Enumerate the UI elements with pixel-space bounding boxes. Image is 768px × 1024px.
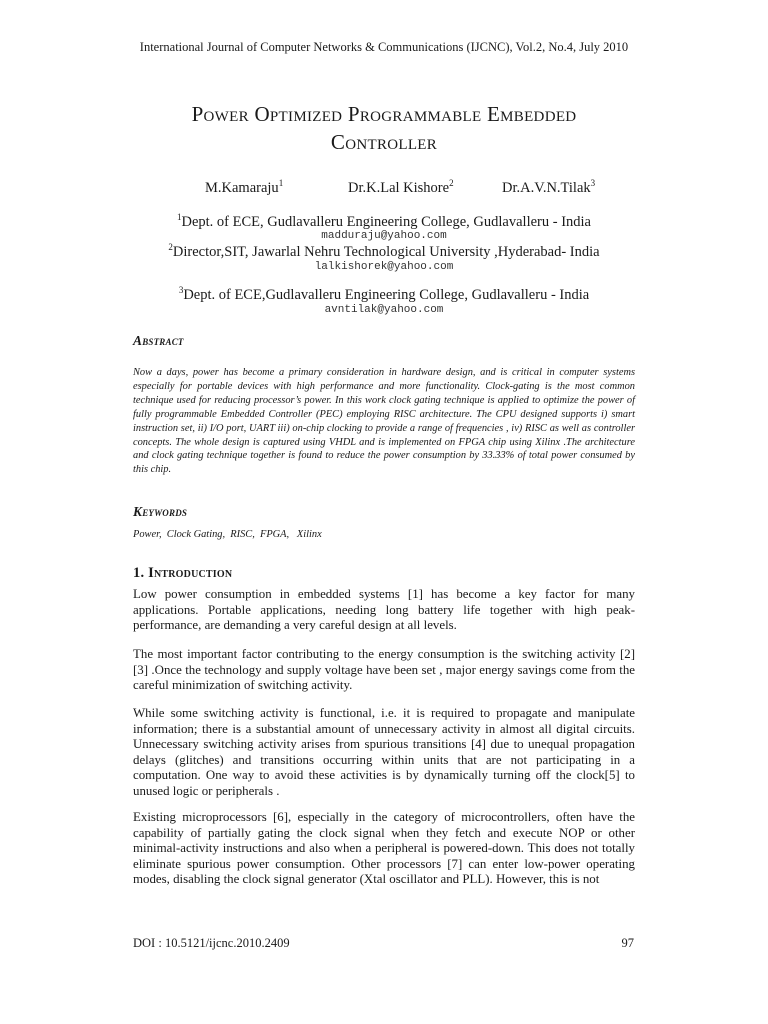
affiliation-text: Director,SIT, Jawarlal Nehru Technological University ,Hyderabad- India (172, 244, 600, 260)
email-2[interactable]: lalkishorek@yahoo.com (314, 261, 454, 273)
author-name: Dr.K.Lal Kishore (348, 180, 450, 196)
email-1[interactable]: madduraju@yahoo.com (321, 230, 447, 242)
page-number: 97 (621, 936, 634, 950)
affiliation-sup: 2 (168, 242, 173, 252)
paper-title (90, 100, 678, 156)
affiliation-1 (0, 212, 768, 231)
affiliation-sup: 1 (177, 212, 182, 222)
intro-paragraph-3: While some switching activity is functional, i.e. it is required to propagate and manipulate information; there is a substantial amount of unnecessary activity in almost all digital circuits. Unnecessary switching activity arises from spurious transitions [4] due to unequal propagation delays (glitches) and transitions occurring within units that are not participating in a computation. One way to avoid these activities is by dynamically turning off the clock[5] to unused logic or peripherals . (133, 706, 635, 798)
author-2 (348, 178, 454, 197)
affiliation-text: Dept. of ECE,Gudlavalleru Engineering College, Gudlavalleru - India (183, 287, 590, 303)
affiliation-2 (0, 242, 768, 261)
author-3 (502, 178, 595, 197)
footer-doi: DOI : 10.5121/ijcnc.2010.2409 (133, 936, 290, 950)
affiliation-3 (0, 285, 768, 304)
author-sup: 3 (590, 178, 596, 188)
affiliation-sup: 3 (178, 285, 184, 295)
author-1 (205, 178, 283, 197)
abstract-text: Now a days, power has become a primary consideration in hardware design, and is critical in computer systems especially for portable devices with high performance and more functionality. Clock-gating is the most common technique used for reducing processor’s power. In this work clock gating technique is applied to optimize the power of fully programmable Embedded Controller (PEC) employing RISC architecture. The CPU designed supports i) smart instruction set, ii) I/O port, UART iii) on-chip clocking to provide a range of frequencies , iv) RISC as well as controller concepts. The whole design is captured using VHDL and is implemented on FPGA chip using Xilinx .The architecture and clock gating technique together is found to reduce the power consumption by 33.33% of total power consumed by this chip. (133, 367, 635, 476)
intro-paragraph-4: Existing microprocessors [6], especially in the category of microcontrollers, often have the capability of partially gating the clock signal when they fetch and execute NOP or other minimal-activity instructions and also when a peripheral is powered-down. This does not totally eliminate spurious power consumption. Other processors [7] can enter low-power operating modes, disabling the clock signal generator (Xtal oscillator and PLL). However, this is not (133, 810, 635, 887)
title-line-2: Controller (330, 130, 438, 154)
email-3[interactable]: avntilak@yahoo.com (324, 304, 444, 316)
author-name: M.Kamaraju (205, 180, 279, 196)
introduction-heading (133, 565, 232, 582)
section-title: Introduction (148, 565, 233, 581)
author-name: Dr.A.V.N.Tilak (502, 180, 591, 196)
intro-paragraph-2: The most important factor contributing to the energy consumption is the switching activity [2] [3] .Once the technology and supply voltage have been set , major energy savings come from the careful minimization of switching activity. (133, 647, 635, 693)
running-head: International Journal of Computer Networks & Communications (IJCNC), Vol.2, No.4, July 2010 (139, 40, 629, 54)
keywords-heading: Keywords (133, 504, 188, 519)
keywords-text: Power, Clock Gating, RISC, FPGA, Xilinx (133, 529, 322, 540)
intro-paragraph-1: Low power consumption in embedded systems [1] has become a key factor for many applications. Portable applications, needing long battery life together with high peak- performance, are demanding a very careful design at all levels. (133, 587, 635, 633)
author-sup: 1 (278, 178, 284, 188)
author-sup: 2 (449, 178, 454, 188)
section-number: 1. (133, 565, 145, 581)
abstract-heading: Abstract (133, 333, 184, 348)
title-line-1: Power Optimized Programmable Embedded (191, 102, 577, 126)
affiliation-text: Dept. of ECE, Gudlavalleru Engineering College, Gudlavalleru - India (181, 214, 591, 230)
